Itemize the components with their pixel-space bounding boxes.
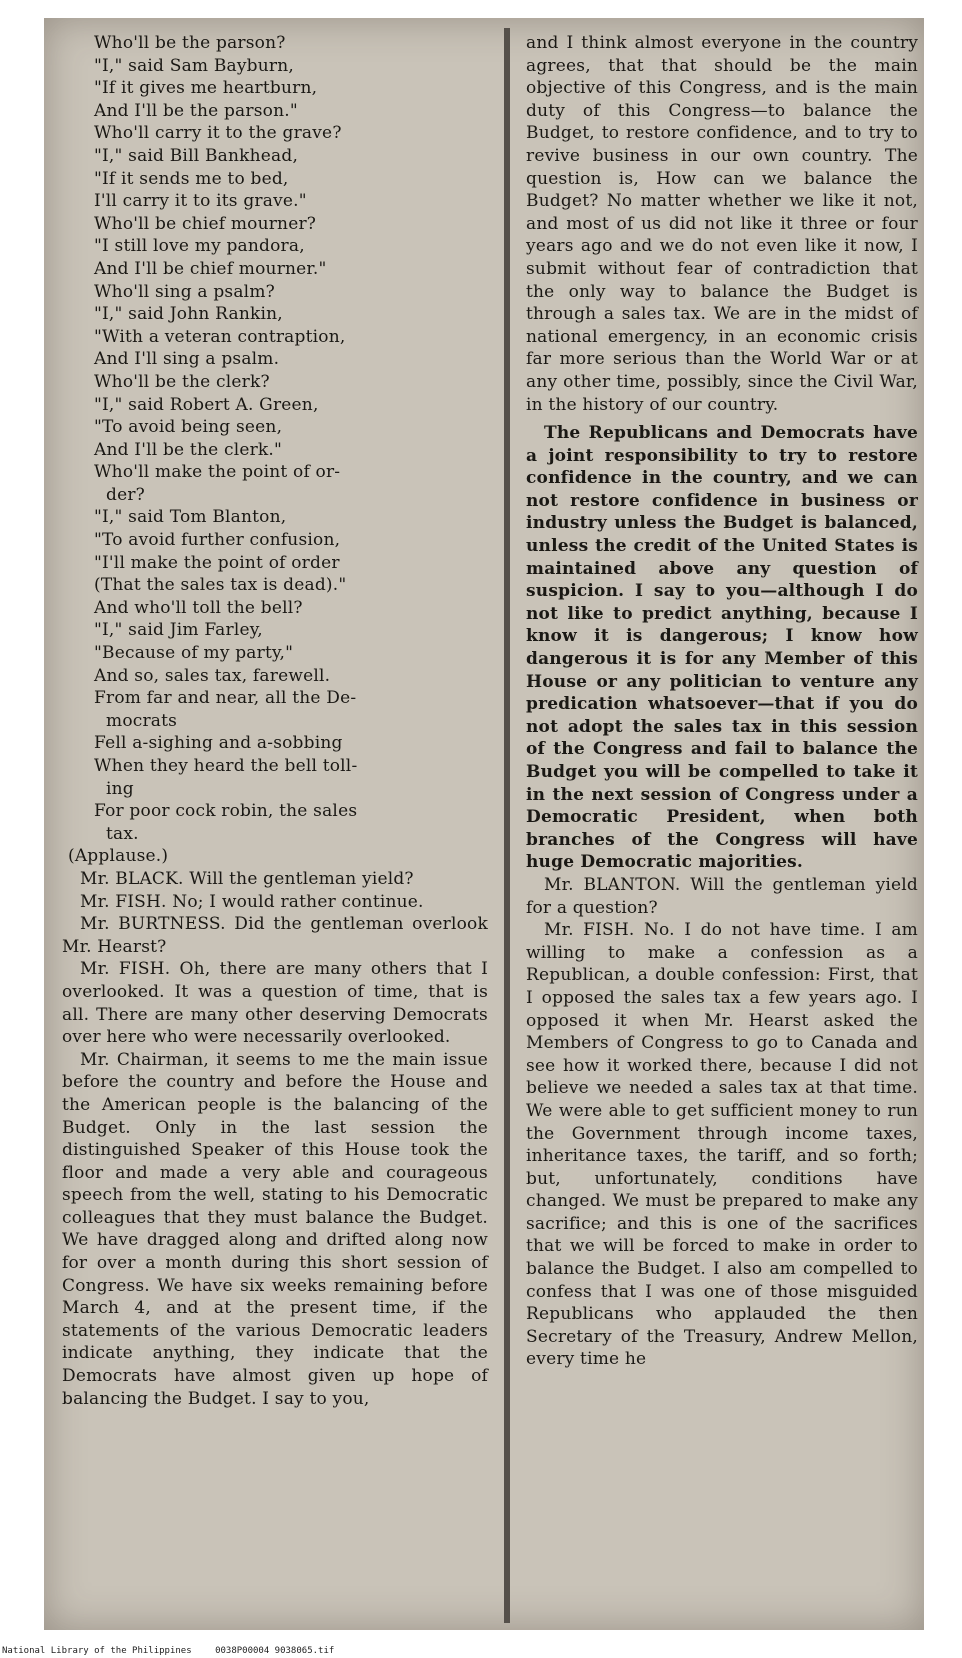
poem-line: tax.: [106, 823, 139, 844]
poem-line: From far and near, all the De-: [94, 688, 357, 709]
poem-line: (That the sales tax is dead).": [94, 575, 347, 596]
poem-line: ing: [106, 778, 134, 799]
left-column: [62, 32, 488, 1410]
poem-line: For poor cock robin, the sales: [94, 801, 358, 822]
poem-line: When they heard the bell toll-: [94, 756, 358, 776]
poem-line: And so, sales tax, farewell.: [94, 665, 331, 686]
applause-note: (Applause.): [68, 846, 169, 867]
poem-line: "With a veteran contraption,: [94, 326, 346, 347]
poem-line: Who'll make the point of or-: [94, 462, 341, 483]
poem-line: And I'll be the parson.": [94, 100, 298, 121]
poem-line: Who'll be the clerk?: [94, 371, 270, 392]
poem-line: "I still love my pandora,: [94, 236, 305, 257]
poem-line: "If it sends me to bed,: [94, 168, 289, 189]
paragraph: The Republicans and Democrats have a joint responsibility to try to restore confidence in the country, and we can not restore confidence in business or industry unless the Budget is balanced, unless the credit of the United States is maintained above any question of suspicion. I say to you—although I do not like to predict anything, because I know it is dangerous; I know how dangerous it is for any Member of this House or any politician to venture any predication whatsoever—that if you do not adopt the sales tax in this session of the Congress and fail to balance the Budget you will be compelled to take it in the next session of Congress under a Democratic President, when both branches of the Congress will have huge Democratic majorities.: [526, 423, 918, 873]
paragraph: Mr. FISH. No; I would rather continue.: [80, 891, 424, 912]
poem-line: And who'll toll the bell?: [94, 597, 303, 618]
poem-line: "I," said Bill Bankhead,: [94, 145, 299, 166]
poem-line: "I," said Jim Farley,: [94, 620, 263, 641]
paragraph: and I think almost everyone in the country agrees, that that should be the main objective of this Congress, and is the main duty of this Congress—to balance the Budget, to restore confidence, and to try to revive business in our own country. The question is, How can we balance the Budget? No matter whether we like it not, and most of us did not like it three or four years ago and we do not even like it now, I submit without fear of contradiction that the only way to balance the Budget is through a sales tax. We are in the midst of national emergency, in an economic crisis far more serious than the World War or at any other time, possibly, since the Civil War, in the history of our country.: [526, 33, 918, 415]
poem: [62, 32, 488, 845]
poem-line: "To avoid further confusion,: [94, 530, 341, 551]
paragraph: Mr. FISH. Oh, there are many others that I overlooked. It was a question of time, that is all. There are many other deserving Democrats over here who were necessarily overlooked.: [62, 959, 488, 1048]
poem-line: "I'll make the point of order: [94, 552, 340, 573]
poem-line: And I'll be chief mourner.": [94, 258, 327, 279]
poem-line: And I'll sing a psalm.: [94, 349, 280, 370]
poem-line: Who'll be chief mourner?: [94, 213, 317, 234]
column-divider: [504, 28, 510, 1623]
poem-line: Fell a-sighing and a-sobbing: [94, 733, 343, 754]
paragraph: Mr. BLACK. Will the gentleman yield?: [80, 868, 414, 889]
paragraph: Mr. FISH. No. I do not have time. I am willing to make a confession as a Republican, a double confession: First, that I opposed the sales tax a few years ago. I opposed it when Mr. Hearst asked the Members of Congress to go to Canada and see how it worked there, because I did not believe we needed a sales tax at that time. We were able to get sufficient money to run the Government through income taxes, inheritance taxes, the tariff, and so forth; but, unfortunately, conditions have changed. We must be prepared to make any sacrifice; and this is one of the sacrifices that we will be forced to make in order to balance the Budget. I also am compelled to confess that I was one of those misguided Republicans who applauded the then Secretary of the Treasury, Andrew Mellon, every time he: [526, 920, 918, 1370]
paragraph: Mr. BURTNESS. Did the gentleman overlook Mr. Hearst?: [62, 914, 488, 957]
poem-line: der?: [106, 484, 145, 505]
right-column: [526, 32, 918, 1371]
poem-line: "If it gives me heartburn,: [94, 78, 318, 99]
file-id: 0038P00004 9038065.tif: [215, 1646, 335, 1656]
paragraph: Mr. Chairman, it seems to me the main issue before the country and before the House and the American people is the balancing of the Budget. Only in the last session the distinguished Speaker of this House took the floor and made a very able and courageous speech from the well, stating to his Democratic colleagues that they must balance the Budget. We have dragged along and drifted along now for over a month during this short session of Congress. We have six weeks remaining before March 4, and at the present time, if the statements of the various Democratic leaders indicate anything, they indicate that the Democrats have almost given up hope of balancing the Budget. I say to you,: [62, 1049, 488, 1409]
scanned-page: [44, 18, 924, 1630]
poem-line: "To avoid being seen,: [94, 417, 283, 438]
poem-line: And I'll be the clerk.": [94, 439, 283, 460]
poem-line: mocrats: [106, 710, 178, 731]
poem-line: I'll carry it to its grave.": [94, 191, 307, 212]
poem-line: "I," said John Rankin,: [94, 304, 283, 325]
scan-footer: [2, 1646, 352, 1656]
library-name: National Library of the Philippines: [2, 1646, 192, 1656]
poem-line: Who'll sing a psalm?: [94, 281, 275, 302]
poem-line: "Because of my party,": [94, 643, 294, 664]
poem-line: Who'll carry it to the grave?: [94, 123, 342, 144]
poem-line: "I," said Robert A. Green,: [94, 394, 319, 415]
poem-line: "I," said Sam Bayburn,: [94, 55, 294, 76]
paragraph: Mr. BLANTON. Will the gentleman yield for a question?: [526, 874, 918, 918]
poem-line: "I," said Tom Blanton,: [94, 507, 287, 528]
poem-line: Who'll be the parson?: [94, 33, 286, 53]
